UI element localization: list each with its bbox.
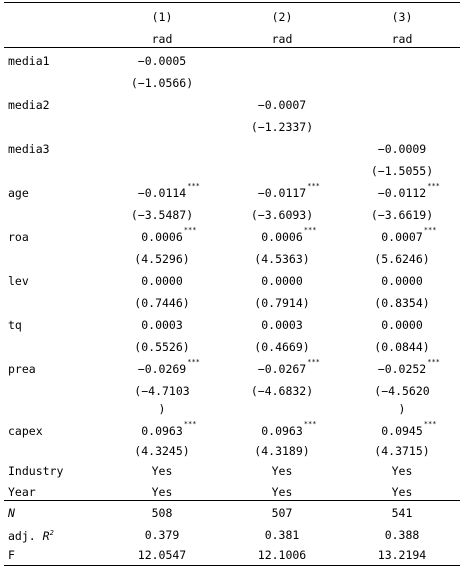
- col-2-number: (2): [271, 10, 293, 24]
- stat-value: 12.1006: [257, 548, 307, 562]
- significance-stars: ***: [303, 420, 317, 428]
- significance-stars: ***: [187, 358, 200, 366]
- t-value: (−1.0566): [130, 76, 194, 90]
- coef-value: 0.0000: [381, 274, 423, 288]
- row-label: Industry: [8, 464, 64, 478]
- coef-value: 0.0945 ***: [381, 420, 437, 438]
- t-value: (0.4669): [254, 340, 310, 354]
- significance-stars: ***: [307, 358, 320, 366]
- coef-value: −0.0252 ***: [377, 358, 440, 376]
- significance-stars: ***: [427, 182, 440, 190]
- stat-value: 508: [151, 506, 173, 520]
- row-label: Year: [8, 485, 36, 499]
- coef-value: −0.0112 ***: [377, 182, 440, 200]
- coef-value: −0.0005: [137, 54, 187, 68]
- col-3-number: (3): [391, 10, 413, 24]
- coef-value: 0.0963 ***: [141, 420, 197, 438]
- t-value: (0.8354): [374, 296, 430, 310]
- row-label: F: [8, 548, 15, 562]
- coef-value: −0.0117 ***: [257, 182, 320, 200]
- coef-value: −0.0114 ***: [137, 182, 200, 200]
- coef-value: 0.0007 ***: [381, 226, 437, 244]
- significance-stars: ***: [423, 226, 437, 234]
- stats-rule: [4, 500, 460, 501]
- control-value: Yes: [271, 485, 293, 499]
- coef-value: −0.0269 ***: [137, 358, 200, 376]
- row-label: age: [8, 186, 29, 200]
- row-label: lev: [8, 274, 29, 288]
- t-value: (0.0844): [374, 340, 430, 354]
- row-label: media3: [8, 142, 50, 156]
- t-value: (−4.7103: [134, 384, 190, 398]
- stat-value: 541: [391, 506, 413, 520]
- t-value: (−3.6619): [370, 208, 434, 222]
- t-value: (5.6246): [374, 252, 430, 266]
- row-label: media1: [8, 54, 50, 68]
- control-value: Yes: [391, 485, 413, 499]
- t-value-wrap: ): [158, 402, 166, 416]
- control-value: Yes: [271, 464, 293, 478]
- regression-table: [4, 0, 460, 578]
- significance-stars: ***: [423, 420, 437, 428]
- stat-value: 0.379: [144, 528, 180, 542]
- coef-value: −0.0007: [257, 98, 307, 112]
- t-value: (−3.5487): [130, 208, 194, 222]
- t-value: (4.3189): [254, 444, 310, 458]
- t-value: (4.5363): [254, 252, 310, 266]
- significance-stars: ***: [183, 226, 197, 234]
- t-value: (0.7446): [134, 296, 190, 310]
- control-value: Yes: [151, 485, 173, 499]
- coef-value: 0.0000: [141, 274, 183, 288]
- col-1-number: (1): [151, 10, 173, 24]
- row-label: adj. $R^2$: [8, 529, 54, 543]
- significance-stars: ***: [307, 182, 320, 190]
- t-value: (−4.5620: [374, 384, 430, 398]
- coef-value: 0.0003: [141, 318, 183, 332]
- significance-stars: ***: [187, 182, 200, 190]
- top-rule: [4, 2, 460, 3]
- t-value: (0.5526): [134, 340, 190, 354]
- coef-value: 0.0963 ***: [261, 420, 317, 438]
- t-value: (4.5296): [134, 252, 190, 266]
- row-label: N: [8, 506, 15, 520]
- col-1-depvar: rad: [151, 32, 173, 46]
- bottom-rule: [4, 565, 460, 566]
- t-value: (0.7914): [254, 296, 310, 310]
- coef-value: 0.0006 ***: [261, 226, 317, 244]
- t-value: (4.3245): [134, 444, 190, 458]
- t-value-wrap: ): [398, 402, 406, 416]
- significance-stars: ***: [183, 420, 197, 428]
- t-value: (−4.6832): [250, 384, 314, 398]
- row-label: prea: [8, 362, 36, 376]
- row-label: media2: [8, 98, 50, 112]
- coef-value: 0.0000: [261, 274, 303, 288]
- control-value: Yes: [391, 464, 413, 478]
- stat-value: 13.2194: [377, 548, 427, 562]
- stat-value: 0.381: [264, 528, 300, 542]
- t-value: (−1.2337): [250, 120, 314, 134]
- col-2-depvar: rad: [271, 32, 293, 46]
- significance-stars: ***: [427, 358, 440, 366]
- stat-value: 12.0547: [137, 548, 187, 562]
- stat-value: 507: [271, 506, 293, 520]
- significance-stars: ***: [303, 226, 317, 234]
- t-value: (−1.5055): [370, 164, 434, 178]
- control-value: Yes: [151, 464, 173, 478]
- coef-value: 0.0000: [381, 318, 423, 332]
- coef-value: 0.0006 ***: [141, 226, 197, 244]
- row-label: capex: [8, 424, 43, 438]
- t-value: (4.3715): [374, 444, 430, 458]
- coef-value: −0.0267 ***: [257, 358, 320, 376]
- col-3-depvar: rad: [391, 32, 413, 46]
- coef-value: 0.0003: [261, 318, 303, 332]
- stat-value: 0.388: [384, 528, 420, 542]
- row-label: tq: [8, 318, 22, 332]
- row-label: roa: [8, 230, 29, 244]
- coef-value: −0.0009: [377, 142, 427, 156]
- t-value: (−3.6093): [250, 208, 314, 222]
- header-rule: [4, 47, 460, 48]
